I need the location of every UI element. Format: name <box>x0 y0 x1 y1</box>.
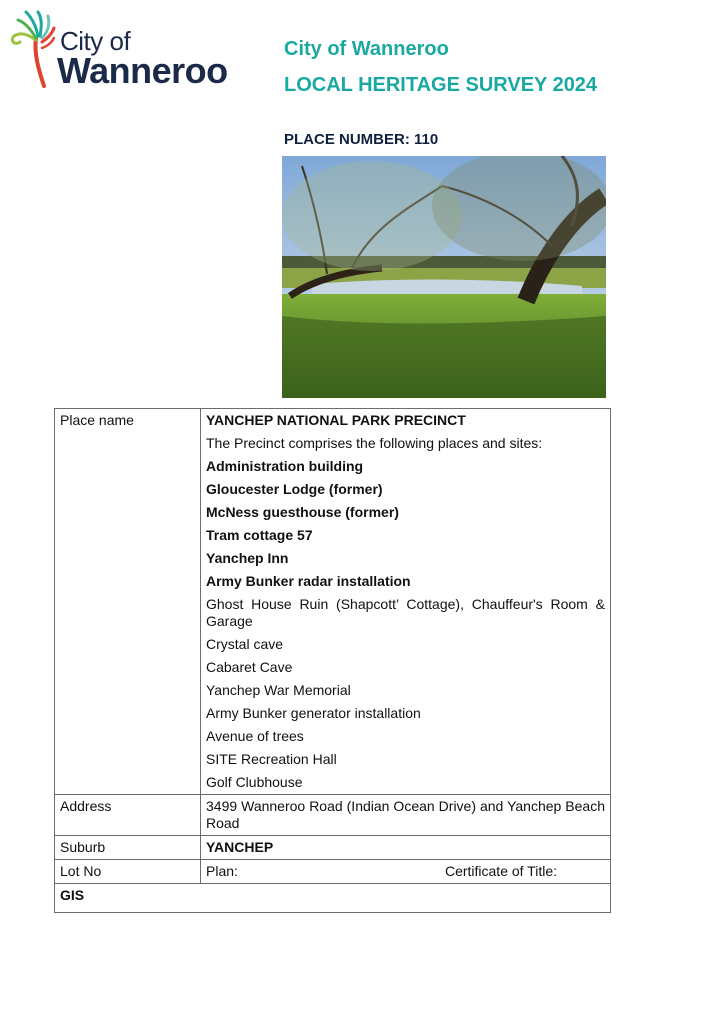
logo-text-city-of: City of <box>60 26 131 56</box>
list-item: Yanchep War Memorial <box>206 682 351 698</box>
document-title-survey: LOCAL HERITAGE SURVEY 2024 <box>284 74 598 96</box>
lake-trees-image <box>282 156 606 398</box>
list-item: Yanchep Inn <box>206 550 289 566</box>
table-row-suburb <box>55 836 611 860</box>
list-item: SITE Recreation Hall <box>206 751 337 767</box>
place-name-label: Place name <box>55 409 201 795</box>
table-row-address <box>55 795 611 836</box>
place-number: PLACE NUMBER: 110 <box>284 131 439 148</box>
list-item: Golf Clubhouse <box>206 774 303 790</box>
suburb-value: YANCHEP <box>201 836 611 860</box>
address-value: 3499 Wanneroo Road (Indian Ocean Drive) and Yanchep Beach Road <box>201 795 611 836</box>
lot-value <box>201 860 611 884</box>
place-details-table <box>54 408 611 913</box>
precinct-title: YANCHEP NATIONAL PARK PRECINCT <box>206 412 466 428</box>
certificate-of-title-label: Certificate of Title: <box>444 863 557 879</box>
list-item: Tram cottage 57 <box>206 527 313 543</box>
list-item: Ghost House Ruin (Shapcott’ Cottage), Chauffeur's Room & Garage <box>206 596 605 629</box>
document-title-organisation: City of Wanneroo <box>284 38 449 60</box>
gis-label: GIS <box>55 884 611 913</box>
suburb-label: Suburb <box>55 836 201 860</box>
table-row-gis <box>55 884 611 913</box>
city-of-wanneroo-logo <box>8 8 228 91</box>
place-name-value <box>201 409 611 795</box>
list-item: Administration building <box>206 458 364 474</box>
list-item: Cabaret Cave <box>206 659 293 675</box>
logo-text-wanneroo: Wanneroo <box>57 50 228 91</box>
plan-label: Plan: <box>206 863 238 879</box>
table-row-lot <box>55 860 611 884</box>
list-item: Army Bunker generator installation <box>206 705 421 721</box>
list-item: Army Bunker radar installation <box>206 573 411 589</box>
table-row-place-name <box>55 409 611 795</box>
list-item: Crystal cave <box>206 636 284 652</box>
address-label: Address <box>55 795 201 836</box>
heritage-site-photo <box>282 156 606 398</box>
list-item: McNess guesthouse (former) <box>206 504 399 520</box>
precinct-intro: The Precinct comprises the following places and sites: <box>206 435 543 451</box>
lot-label: Lot No <box>55 860 201 884</box>
list-item: Gloucester Lodge (former) <box>206 481 383 497</box>
list-item: Avenue of trees <box>206 728 304 744</box>
